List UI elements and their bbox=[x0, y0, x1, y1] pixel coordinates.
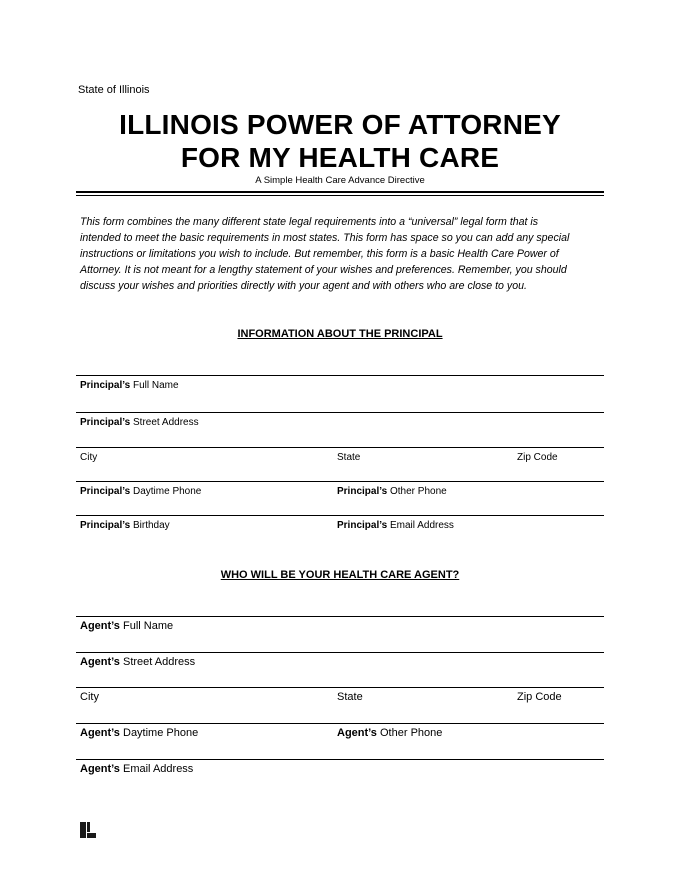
principal-section-heading: INFORMATION ABOUT THE PRINCIPAL bbox=[237, 328, 443, 340]
intro-line: This form combines the many different state legal requirements into a “universal” legal form that is bbox=[80, 216, 539, 228]
principal-daytime-phone-label: Principal’s Daytime Phone bbox=[80, 486, 202, 497]
principal-zip-label: Zip Code bbox=[517, 452, 558, 463]
agent-daytime-phone-label: Agent’s Daytime Phone bbox=[80, 727, 199, 739]
agent-other-phone-label: Agent’s Other Phone bbox=[337, 727, 443, 739]
principal-email-label: Principal’s Email Address bbox=[337, 520, 454, 531]
principal-street-address-label: Principal’s Street Address bbox=[80, 417, 199, 428]
title-divider-thick bbox=[76, 191, 604, 193]
intro-line: Attorney. It is not meant for a lengthy statement of your wishes and preferences. Remember, you should bbox=[80, 264, 567, 276]
agent-email-line[interactable] bbox=[76, 759, 604, 760]
principal-other-phone-label: Principal’s Other Phone bbox=[337, 486, 447, 497]
document-subtitle: A Simple Health Care Advance Directive bbox=[255, 175, 425, 186]
principal-street-address-line[interactable] bbox=[76, 412, 604, 413]
document-title bbox=[0, 108, 680, 174]
agent-email-label: Agent’s Email Address bbox=[80, 763, 194, 775]
brand-logo-icon bbox=[80, 822, 96, 838]
agent-full-name-line[interactable] bbox=[76, 616, 604, 617]
agent-zip-label: Zip Code bbox=[517, 691, 562, 703]
principal-city-label: City bbox=[80, 452, 98, 463]
title-divider-thin bbox=[76, 195, 604, 196]
intro-paragraph bbox=[80, 214, 600, 294]
agent-street-address-label: Agent’s Street Address bbox=[80, 656, 196, 668]
intro-line: discuss your wishes and priorities directly with your agent and with others who are close to you. bbox=[80, 280, 527, 292]
principal-birthday-label: Principal’s Birthday bbox=[80, 520, 170, 531]
principal-full-name-line[interactable] bbox=[76, 375, 604, 376]
agent-street-address-line[interactable] bbox=[76, 652, 604, 653]
agent-phone-line[interactable] bbox=[76, 723, 604, 724]
agent-state-label: State bbox=[337, 691, 363, 703]
title-line-1: ILLINOIS POWER OF ATTORNEY bbox=[119, 109, 561, 140]
intro-line: intended to meet the basic requirements in most states. This form has space so you can add any special bbox=[80, 232, 570, 244]
title-line-2: FOR MY HEALTH CARE bbox=[180, 142, 500, 173]
principal-city-state-zip-line[interactable] bbox=[76, 447, 604, 448]
principal-state-label: State bbox=[337, 452, 361, 463]
intro-line: instructions or limitations you wish to include. But remember, this form is a basic Health Care Power of bbox=[80, 248, 559, 260]
agent-full-name-label: Agent’s Full Name bbox=[80, 620, 174, 632]
agent-city-state-zip-line[interactable] bbox=[76, 687, 604, 688]
agent-section-heading: WHO WILL BE YOUR HEALTH CARE AGENT? bbox=[220, 569, 460, 581]
agent-city-label: City bbox=[80, 691, 99, 703]
principal-phone-line[interactable] bbox=[76, 481, 604, 482]
principal-birthday-email-line[interactable] bbox=[76, 515, 604, 516]
state-label: State of Illinois bbox=[78, 84, 150, 96]
principal-full-name-label: Principal’s Full Name bbox=[80, 380, 179, 391]
